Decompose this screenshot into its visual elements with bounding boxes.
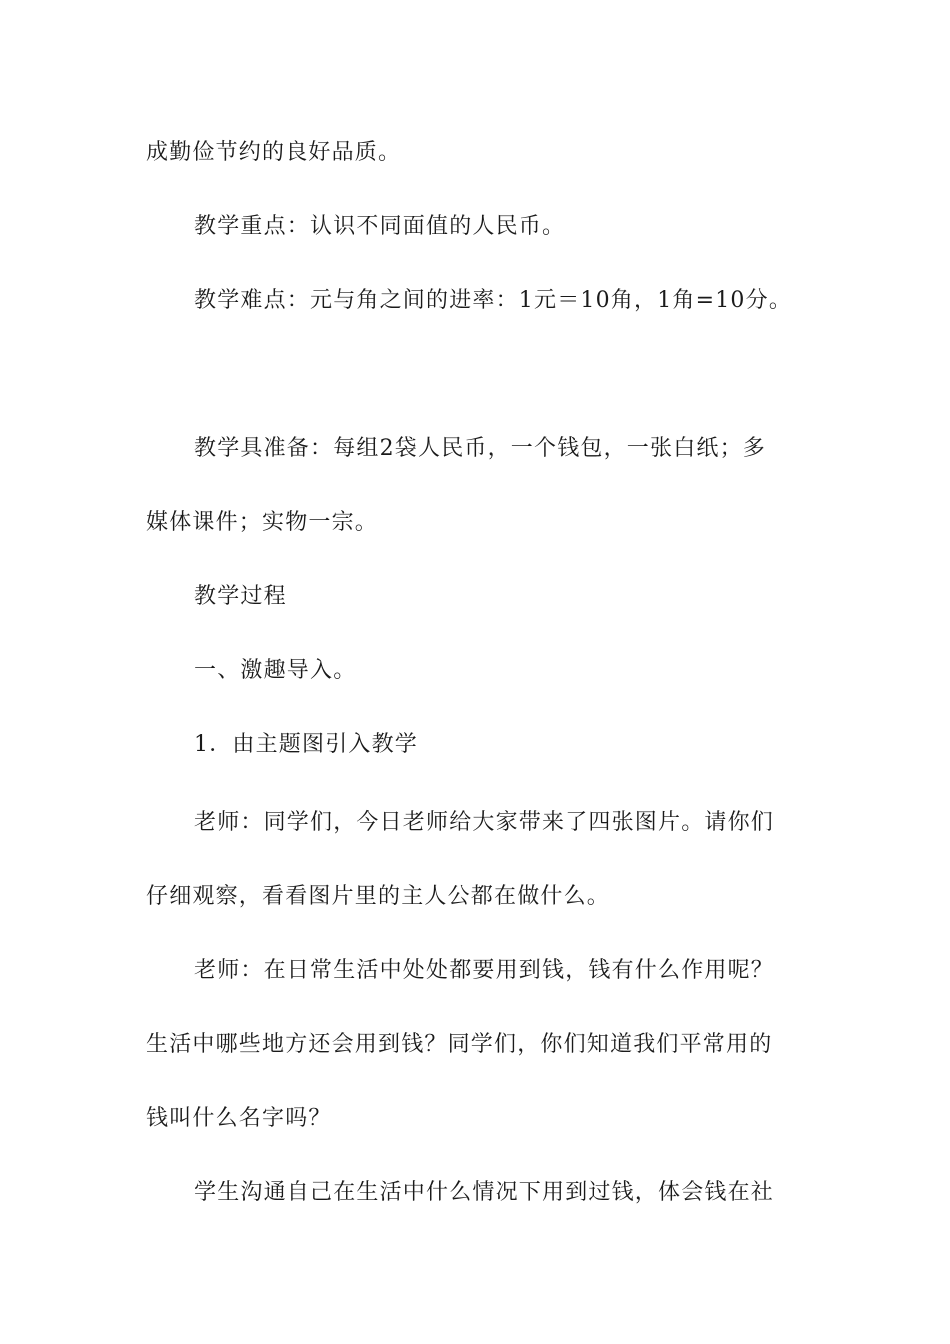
section-heading: 教学过程 <box>194 584 287 609</box>
teaching-materials: 教学具准备：每组2袋人民币，一个钱包，一张白纸；多 <box>194 436 766 461</box>
subsection-heading: 一、激趣导入。 <box>194 658 357 683</box>
teacher-dialogue-continuation: 仔细观察，看看图片里的主人公都在做什么。 <box>146 884 611 909</box>
paragraph-continuation: 成勤俭节约的良好品质。 <box>146 140 402 165</box>
teacher-dialogue-continuation: 生活中哪些地方还会用到钱？同学们，你们知道我们平常用的 <box>146 1032 773 1057</box>
teaching-difficulty: 教学难点：元与角之间的进率：1元＝10角，1角=10分。 <box>194 288 793 313</box>
student-activity: 学生沟通自己在生活中什么情况下用到过钱，体会钱在社 <box>194 1180 775 1205</box>
teaching-materials-continuation: 媒体课件；实物一宗。 <box>146 510 379 535</box>
teacher-dialogue-continuation: 钱叫什么名字吗？ <box>146 1106 332 1131</box>
teaching-focus: 教学重点：认识不同面值的人民币。 <box>194 214 566 239</box>
teacher-dialogue: 老师：同学们，今日老师给大家带来了四张图片。请你们 <box>194 810 775 835</box>
teacher-dialogue: 老师：在日常生活中处处都要用到钱，钱有什么作用呢？ <box>194 958 775 983</box>
numbered-item: 1．由主题图引入教学 <box>194 732 418 757</box>
